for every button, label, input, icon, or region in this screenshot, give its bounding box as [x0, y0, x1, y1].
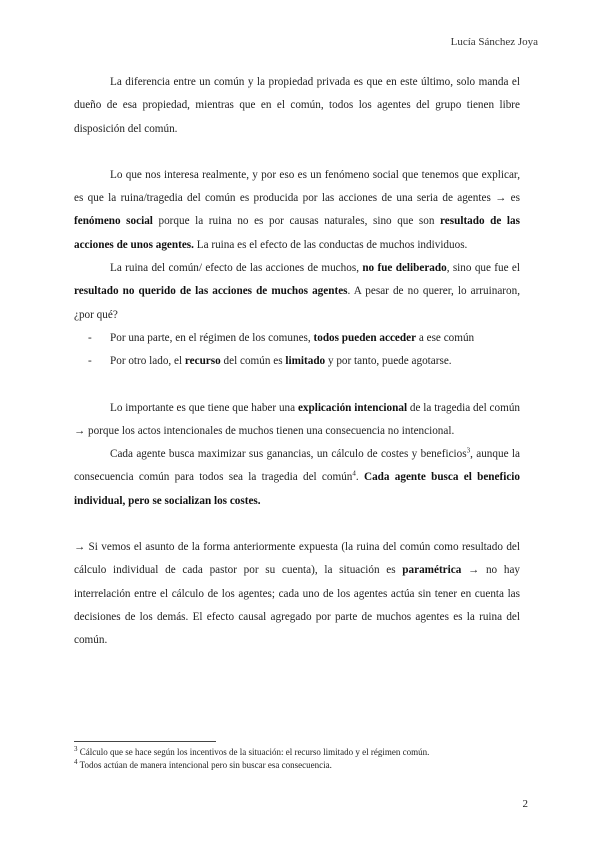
bullet-2-bold-b: limitado: [285, 355, 326, 368]
bullet-2-text: [110, 350, 520, 373]
bullet-1-text-a: Por una parte, en el régimen de los comunes,: [110, 331, 314, 344]
page-number: 2: [522, 798, 528, 810]
paragraph-3-bold-a: no fue deliberado: [362, 262, 447, 275]
paragraph-4-bold: explicación intencional: [297, 401, 408, 414]
paragraph-2-text-c: porque la ruina no es por causas naturales, sino que son: [152, 215, 441, 228]
paragraph-6: [74, 536, 520, 652]
footnote-ref-4[interactable]: 4: [352, 469, 356, 478]
paragraph-3-text-c: , sino que fue el: [446, 262, 520, 275]
footnote-3-number: 3: [74, 745, 78, 753]
paragraph-5-bold: Cada agente busca el beneficio individual, pero se socializan los costes.: [74, 471, 521, 507]
paragraph-2-bold-b: resultado de las acciones de unos agentes.: [74, 215, 520, 251]
bullet-2-bold-a: recurso: [184, 355, 221, 368]
footnote-4-text: Todos actúan de manera intencional pero sin buscar esa consecuencia.: [77, 760, 332, 770]
paragraph-6-text-a: → Si vemos el asunto de la forma anteriormente expuesta (la ruina del común como resultado del cálculo individual de cada pastor por su cuenta), la situación es: [74, 541, 520, 577]
bullet-2-text-e: y por tanto, puede agotarse.: [325, 355, 452, 368]
paragraph-4: [74, 397, 520, 444]
paragraph-4-text-c: de la tragedia del común → porque los actos intencionales de muchos tienen una consecuencia no intencional.: [74, 401, 521, 437]
paragraph-2-text-a: Lo que nos interesa realmente, y por eso es un fenómeno social que tenemos que explicar, es que la ruina/tragedia del común es producida por las acciones de una seria de agentes → es: [74, 168, 520, 205]
paragraph-6-text-c: → no hay interrelación entre el cálculo de los agentes; cada uno de los agentes actúa sin tener en cuenta las decisiones de los demás. El efecto causal agregado por parte de muchos agentes es la ruina del común.: [74, 564, 521, 647]
bullet-1-bold: todos pueden acceder: [313, 331, 417, 344]
paragraph-1: [74, 71, 520, 141]
bullet-item-1: [74, 327, 520, 350]
footnote-ref-3[interactable]: 3: [466, 446, 471, 455]
footnote-3-text: Cálculo que se hace según los incentivos de la situación: el recurso limitado y el régimen común.: [77, 747, 430, 757]
header-author: Lucía Sánchez Joya: [450, 36, 538, 48]
bullet-dash: -: [88, 355, 92, 368]
paragraph-4-text-a: Lo importante es que tiene que haber una: [110, 401, 298, 414]
bullet-2-text-a: Por otro lado, el: [110, 355, 185, 368]
footnote-3: [74, 746, 520, 759]
bullet-1-text: [110, 327, 520, 350]
paragraph-5: [74, 443, 520, 513]
bullet-1-text-c: a ese común: [416, 331, 475, 344]
paragraph-5-text-b: , aunque la consecuencia común para todos sea la tragedia del común: [74, 448, 520, 484]
bullet-dash: -: [88, 331, 92, 344]
paragraph-2-bold-a: fenómeno social: [74, 215, 153, 228]
footnote-separator: [74, 741, 216, 742]
paragraph-6-bold: paramétrica: [402, 564, 462, 577]
paragraph-2-text-e: La ruina es el efecto de las conductas de muchos individuos.: [193, 238, 468, 251]
paragraph-2: [74, 164, 520, 257]
paragraph-3-text-a: La ruina del común/ efecto de las acciones de muchos,: [110, 262, 363, 275]
paragraph-3-text-e: . A pesar de no querer, lo arruinaron, ¿por qué?: [74, 285, 520, 321]
footnote-4: [74, 759, 520, 772]
paragraph-1-text: La diferencia entre un común y la propiedad privada es que en este último, solo manda el dueño de esa propiedad, mientras que en el común, todos los agentes del grupo tienen libre disposición del común.: [74, 76, 520, 135]
paragraph-5-text-c: .: [355, 471, 364, 484]
bullet-item-2: [74, 350, 520, 373]
bullet-2-text-c: del común es: [220, 355, 286, 368]
paragraph-3: [74, 257, 520, 327]
footnotes: [74, 746, 520, 772]
paragraph-3-bold-b: resultado no querido de las acciones de muchos agentes: [74, 285, 348, 298]
footnote-4-number: 4: [74, 758, 78, 766]
paragraph-5-text-a: Cada agente busca maximizar sus ganancias, un cálculo de costes y beneficios: [110, 448, 467, 461]
body-text: [74, 71, 520, 653]
